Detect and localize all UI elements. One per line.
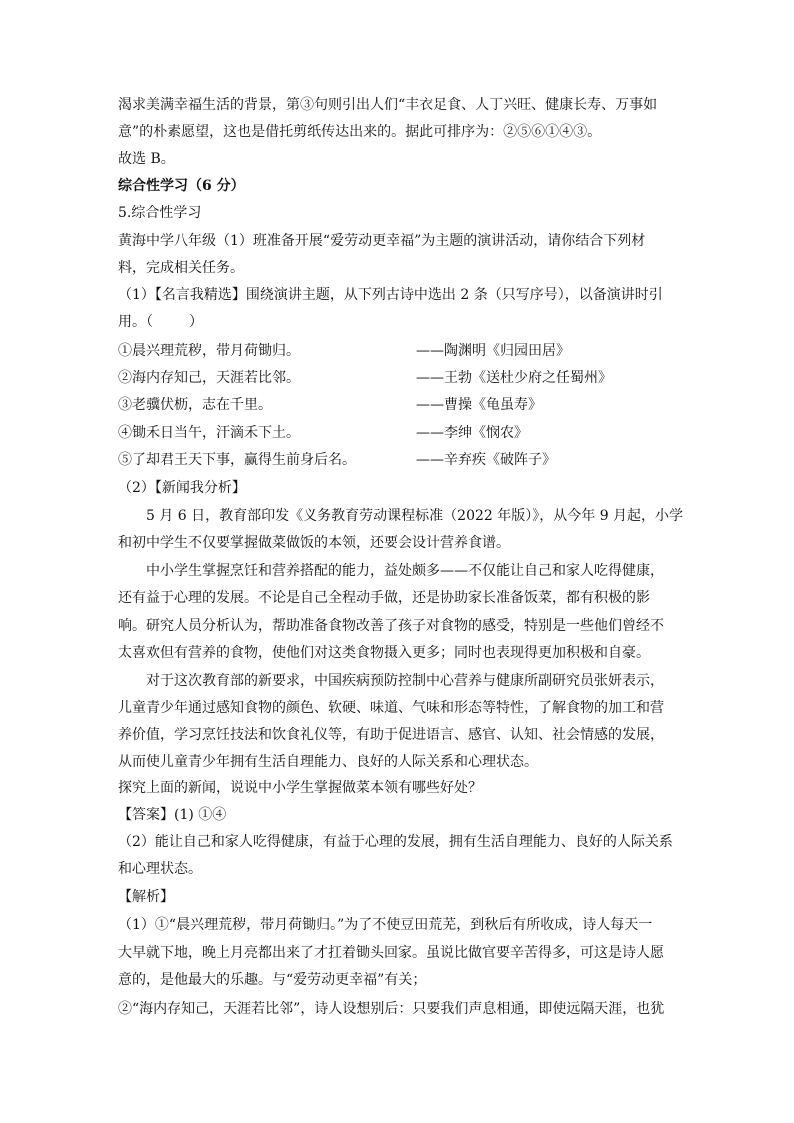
answer-label: 【答案】(1) ①④ bbox=[118, 807, 227, 823]
task-1-prompt: （1）【名言我精选】围绕演讲主题，从下列古诗中选出 2 条（只写序号），以备演讲时引 bbox=[118, 287, 663, 303]
task-2-heading: （2）【新闻我分析】 bbox=[118, 480, 246, 496]
answer-blank-close: ） bbox=[189, 314, 203, 330]
poem-text: ①晨兴理荒秽，带月荷锄归。 bbox=[118, 343, 300, 359]
analysis-line: 大早就下地，晚上月亮都出来了才扛着锄头回家。虽说比做官要辛苦得多，可这是诗人愿 bbox=[118, 945, 664, 961]
news-line: 养价值，学习烹饪技法和饮食礼仪等，有助于促进语言、感官、认知、社会情感的发展， bbox=[118, 727, 664, 743]
news-line: 从而使儿童青少年拥有生活自理能力、良好的人际关系和心理状态。 bbox=[118, 754, 538, 770]
poem-line-1 bbox=[118, 338, 678, 364]
analysis-label: 【解析】 bbox=[118, 889, 174, 905]
news-line: 儿童青少年通过感知食物的颜色、软硬、味道、气味和形态等特性，了解食物的加工和营 bbox=[118, 700, 664, 716]
poem-source: ——王勃《送杜少府之任蜀州》 bbox=[416, 370, 612, 386]
news-line: 和初中学生不仅要掌握做菜做饭的本领，还要会设计营养食谱。 bbox=[118, 535, 510, 551]
poem-line-2 bbox=[118, 365, 678, 391]
poem-source: ——陶渊明《归园田居》 bbox=[416, 343, 570, 359]
question-title: 5.综合性学习 bbox=[118, 205, 202, 221]
paragraph-line: 料，完成相关任务。 bbox=[118, 260, 244, 276]
poem-text: ④锄禾日当午，汗滴禾下土。 bbox=[118, 425, 300, 441]
news-line: 响。研究人员分析认为，帮助准备食物改善了孩子对食物的感受，特别是一些他们曾经不 bbox=[118, 618, 664, 634]
analysis-line: 意的，是他最大的乐趣。与“爱劳动更幸福”有关； bbox=[118, 972, 427, 988]
answer-blank-open: 用。（ bbox=[118, 314, 153, 330]
poem-line-4 bbox=[118, 420, 678, 446]
poem-source: ——辛弃疾《破阵子》 bbox=[416, 452, 556, 468]
analysis-line: ②“海内存知己，天涯若比邻”，诗人设想别后：只要我们声息相通，即使远隔天涯，也犹 bbox=[118, 1001, 665, 1017]
paragraph-line: 黄海中学八年级（1）班准备开展“爱劳动更幸福”为主题的演讲活动，请你结合下列材 bbox=[118, 233, 646, 249]
answer-line: （2）能让自己和家人吃得健康，有益于心理的发展，拥有生活自理能力、良好的人际关系 bbox=[118, 834, 673, 850]
poem-source: ——李绅《悯农》 bbox=[416, 425, 528, 441]
question-line: 探究上面的新闻，说说中小学生掌握做菜本领有哪些好处？ bbox=[118, 780, 482, 796]
news-line: 太喜欢但有营养的食物，使他们对这类食物摄入更多；同时也表现得更加积极和自豪。 bbox=[118, 645, 650, 661]
paragraph-line: 渴求美满幸福生活的背景，第③句则引出人们“丰衣足食、人丁兴旺、健康长寿、万事如 bbox=[118, 97, 658, 113]
poem-text: ⑤了却君王天下事，赢得生前身后名。 bbox=[118, 452, 356, 468]
paragraph-line: 故选 B。 bbox=[118, 151, 175, 167]
analysis-line: （1）①“晨兴理荒秽，带月荷锄归。”为了不使豆田荒芜，到秋后有所收成，诗人每天一 bbox=[118, 917, 653, 933]
answer-blank-line bbox=[118, 309, 203, 335]
news-line: 5 月 6 日，教育部印发《义务教育劳动课程标准（2022 年版）》，从今年 9 月起，小学 bbox=[146, 508, 684, 524]
section-heading: 综合性学习（6 分） bbox=[118, 178, 245, 194]
poem-line-5 bbox=[118, 447, 678, 473]
poem-line-3 bbox=[118, 392, 678, 418]
poem-source: ——曹操《龟虽寿》 bbox=[416, 397, 542, 413]
news-line: 对于这次教育部的新要求，中国疾病预防控制中心营养与健康所副研究员张妍表示， bbox=[146, 673, 664, 689]
news-line: 中小学生掌握烹饪和营养搭配的能力，益处颇多——不仅能让自己和家人吃得健康， bbox=[146, 563, 664, 579]
poem-text: ②海内存知己，天涯若比邻。 bbox=[118, 370, 300, 386]
news-line: 还有益于心理的发展。不论是自己全程动手做，还是协助家长准备饭菜，都有积极的影 bbox=[118, 590, 650, 606]
paragraph-line: 意”的朴素愿望，这也是借托剪纸传达出来的。据此可排序为：②⑤⑥①④③。 bbox=[118, 124, 602, 140]
answer-line: 和心理状态。 bbox=[118, 861, 202, 877]
poem-text: ③老骥伏枥，志在千里。 bbox=[118, 397, 272, 413]
